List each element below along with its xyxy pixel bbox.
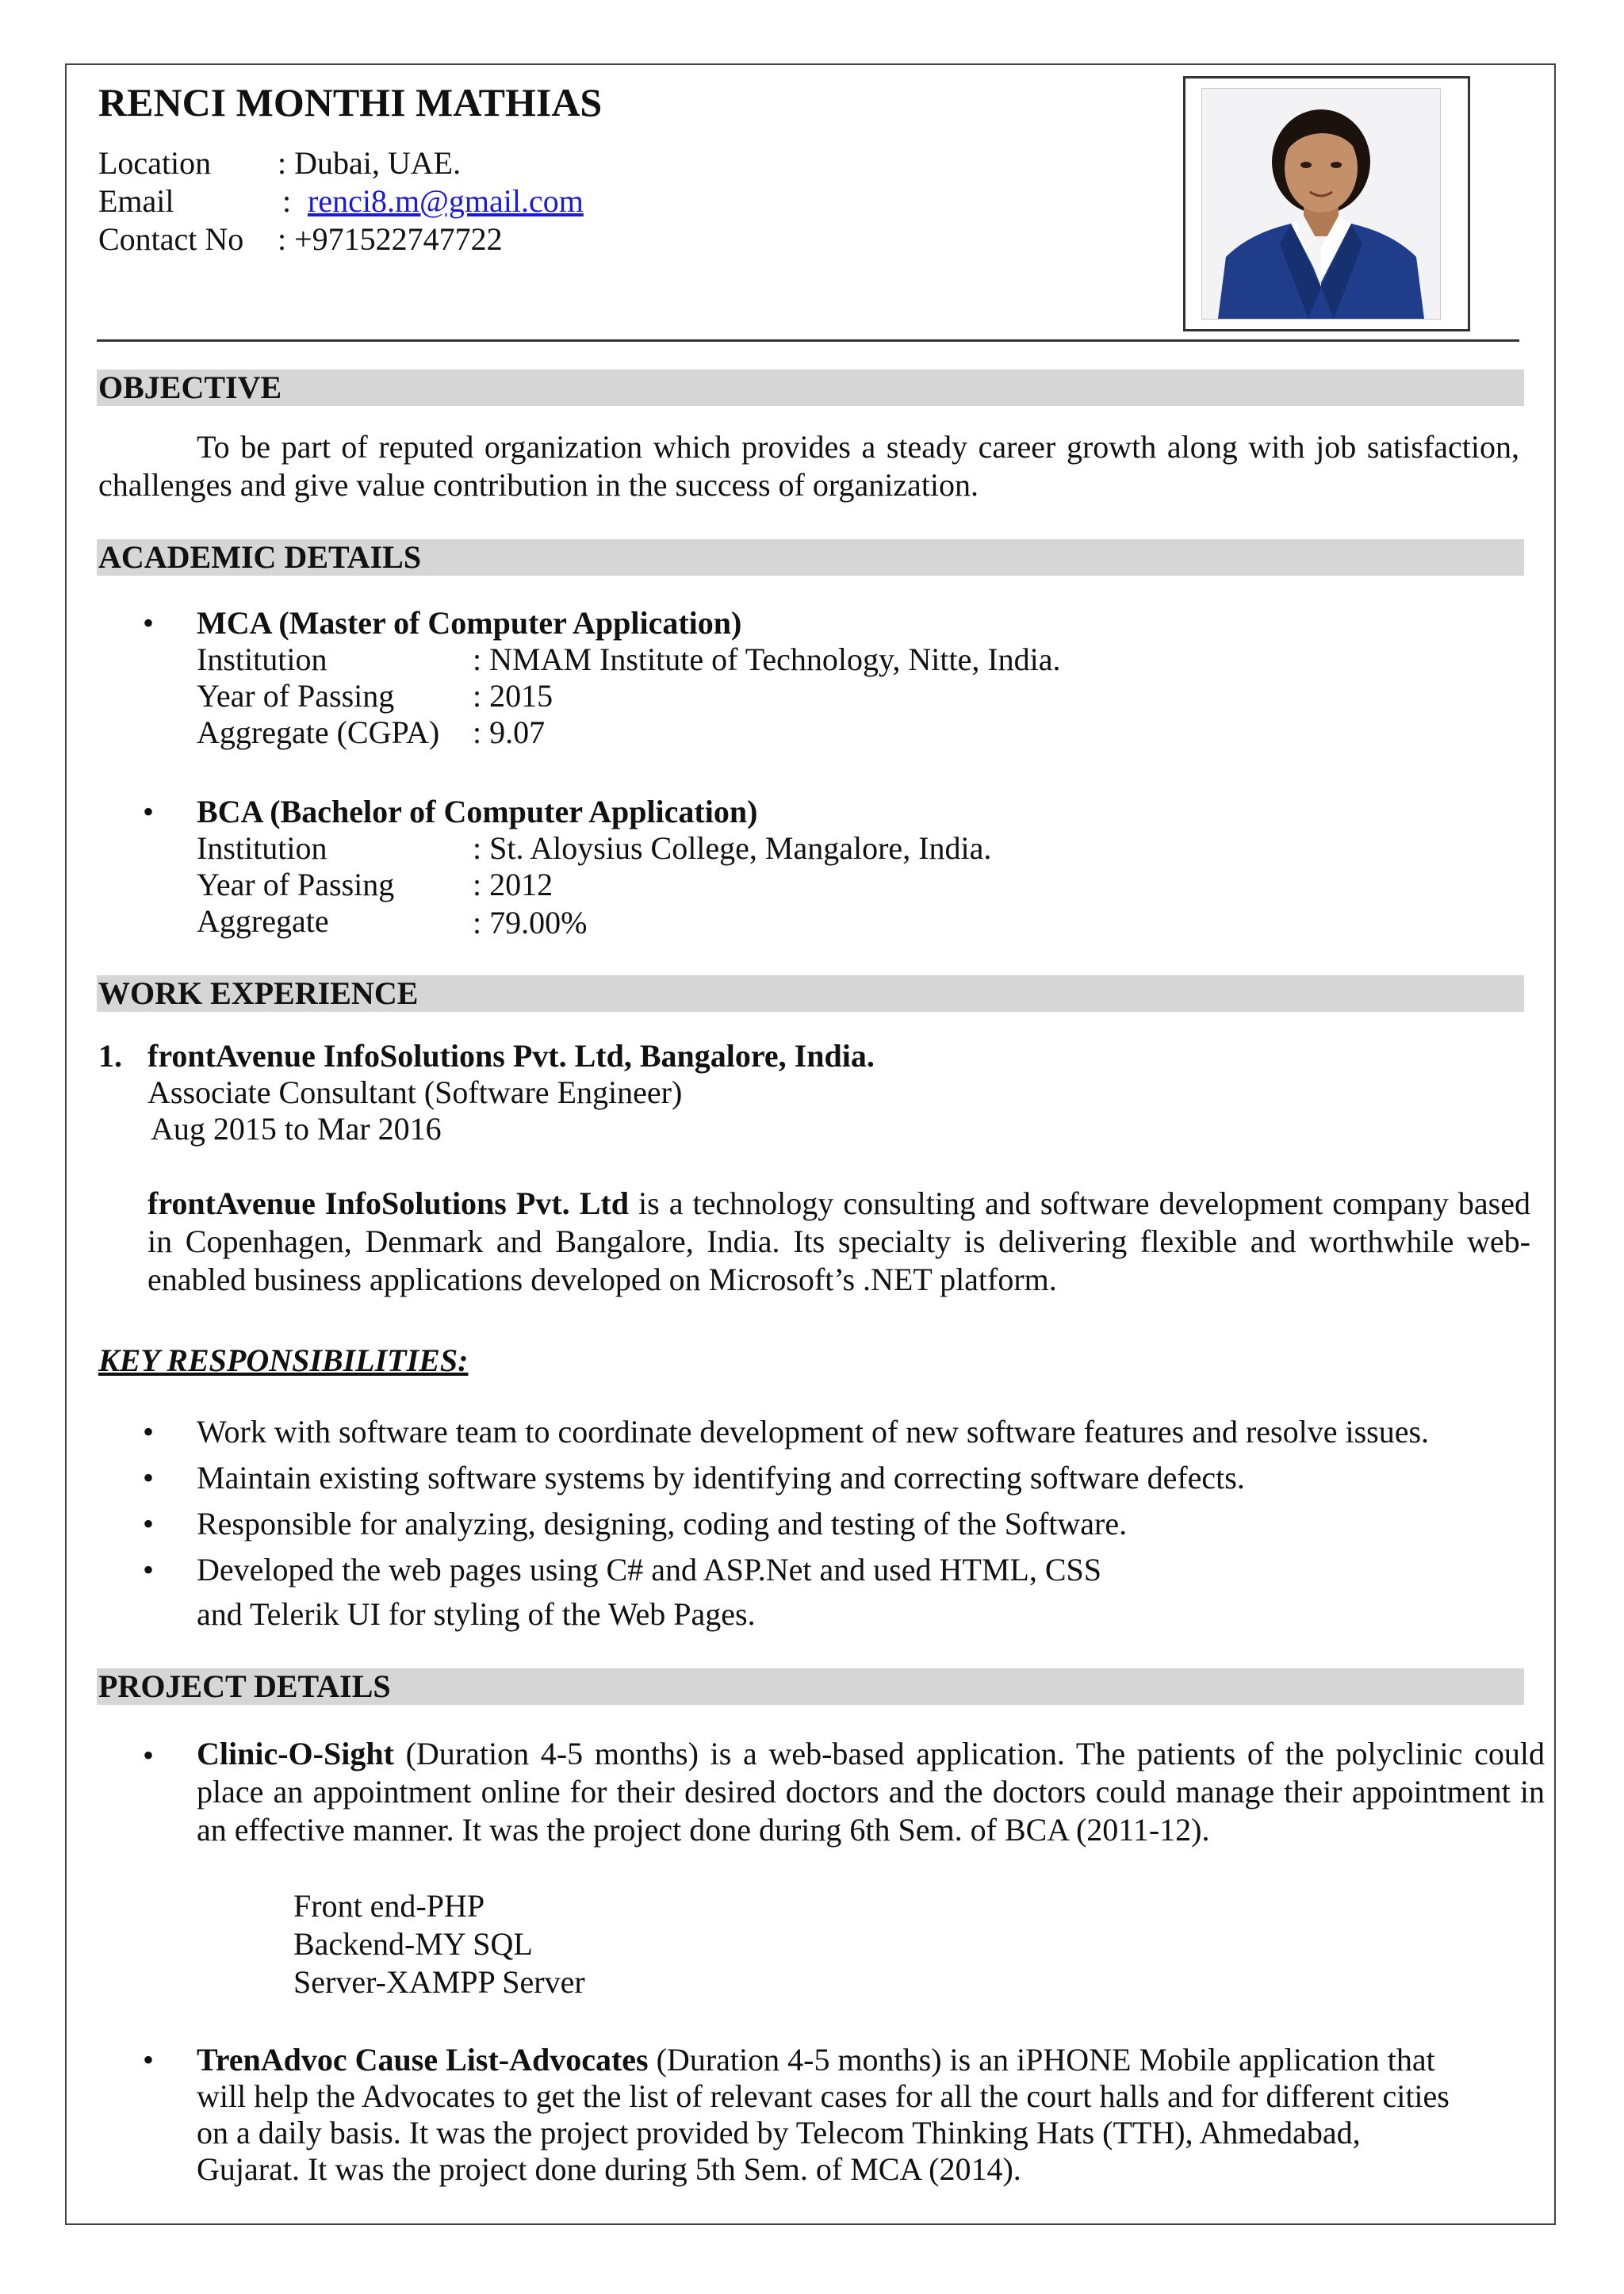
degree-row-value: : 2012: [473, 867, 553, 902]
degree-row-label: Institution: [197, 641, 327, 677]
degree-row-label: Aggregate: [197, 903, 329, 939]
project-description-line: [197, 2041, 1435, 2078]
bullet-icon: •: [143, 1414, 155, 1450]
degree-row-label: Aggregate (CGPA): [197, 714, 440, 750]
section-heading-academic: ACADEMIC DETAILS: [97, 539, 1524, 576]
work-company-name: frontAvenue InfoSolutions Pvt. Ltd: [147, 1185, 629, 1221]
contact-line: [98, 220, 653, 257]
responsibility-item: Work with software team to coordinate development of new software features and resolve issues.: [197, 1414, 1430, 1450]
bullet-icon: •: [143, 2042, 155, 2078]
degree-row-value: : 2015: [473, 678, 553, 714]
work-company-desc-text: is a technology consulting and software development company based in Copenhagen, Denmark and Bangalore, India. Its specialty is delivering flexible and worthwhile web-enabled business applications developed on Microsoft’s .NET platform.: [147, 1185, 1530, 1297]
section-heading-work: WORK EXPERIENCE: [97, 975, 1524, 1012]
profile-photo: [1183, 76, 1470, 331]
work-item-number: 1.: [98, 1038, 122, 1074]
work-company-description: [147, 1185, 1530, 1299]
bullet-icon: •: [143, 1460, 155, 1496]
project-description-line: Gujarat. It was the project done during 5th Sem. of MCA (2014).: [197, 2151, 1021, 2187]
bullet-icon: •: [143, 605, 155, 641]
project-title: TrenAdvoc Cause List-Advocates: [197, 2042, 649, 2078]
contact-value: : +971522747722: [278, 221, 503, 257]
responsibility-item-continuation: and Telerik UI for styling of the Web Pages.: [197, 1596, 756, 1632]
work-role: Associate Consultant (Software Engineer): [147, 1074, 683, 1110]
responsibility-item: Maintain existing software systems by identifying and correcting software defects.: [197, 1460, 1245, 1496]
project-description-line: will help the Advocates to get the list of relevant cases for all the court halls and for different cities: [197, 2078, 1450, 2114]
project-desc-text: (Duration 4-5 months) is an iPHONE Mobile application that: [648, 2042, 1435, 2078]
section-heading-objective: OBJECTIVE: [97, 370, 1524, 406]
project-title: Clinic-O-Sight: [197, 1736, 394, 1771]
degree-title-bca: BCA (Bachelor of Computer Application): [197, 794, 758, 829]
email-label: Email: [98, 183, 174, 219]
degree-title-mca: MCA (Master of Computer Application): [197, 605, 742, 641]
degree-row-value: : 79.00%: [473, 905, 588, 940]
work-company: frontAvenue InfoSolutions Pvt. Ltd, Bangalore, India.: [147, 1038, 875, 1074]
project-description: [197, 1735, 1545, 1849]
project-tech-item: Front end-PHP: [293, 1888, 485, 1924]
location-label: Location: [98, 145, 212, 181]
section-heading-projects: PROJECT DETAILS: [97, 1668, 1524, 1705]
email-line: [98, 182, 733, 219]
degree-row-label: Year of Passing: [197, 867, 395, 902]
contact-label: Contact No: [98, 221, 244, 257]
degree-row-value: : NMAM Institute of Technology, Nitte, India.: [473, 641, 1061, 677]
project-tech-item: Server-XAMPP Server: [293, 1964, 585, 2000]
profile-photo-image: [1201, 88, 1441, 320]
key-responsibilities-heading: KEY RESPONSIBILITIES:: [98, 1342, 469, 1378]
degree-row-value: : 9.07: [473, 714, 546, 750]
email-colon: :: [282, 183, 292, 219]
project-description-line: on a daily basis. It was the project provided by Telecom Thinking Hats (TTH), Ahmedabad,: [197, 2115, 1361, 2150]
bullet-icon: •: [143, 1737, 155, 1773]
header-divider: [97, 339, 1519, 342]
work-period: Aug 2015 to Mar 2016: [151, 1111, 442, 1147]
bullet-icon: •: [143, 1552, 155, 1587]
degree-row-label: Year of Passing: [197, 678, 395, 714]
bullet-icon: •: [143, 1506, 155, 1541]
objective-text: To be part of reputed organization which provides a steady career growth along with job satisfaction, challenges and give value contribution in the success of organization.: [98, 429, 1519, 503]
location-line: [98, 144, 653, 181]
candidate-name: RENCI MONTHI MATHIAS: [98, 80, 603, 124]
responsibility-item: Responsible for analyzing, designing, coding and testing of the Software.: [197, 1506, 1128, 1541]
location-value: : Dubai, UAE.: [278, 145, 462, 181]
project-desc-text: (Duration 4-5 months) is a web-based application. The patients of the polyclinic could place an appointment online for their desired doctors and the doctors could manage their appointment in an effective manner. It was the project done during 6th Sem. of BCA (2011-12).: [197, 1736, 1545, 1848]
bullet-icon: •: [143, 794, 155, 829]
project-tech-item: Backend-MY SQL: [293, 1926, 533, 1962]
email-link[interactable]: renci8.m@gmail.com: [308, 183, 584, 219]
responsibility-item: Developed the web pages using C# and ASP.Net and used HTML, CSS: [197, 1552, 1102, 1587]
degree-row-label: Institution: [197, 830, 327, 866]
degree-row-value: : St. Aloysius College, Mangalore, India.: [473, 830, 992, 866]
